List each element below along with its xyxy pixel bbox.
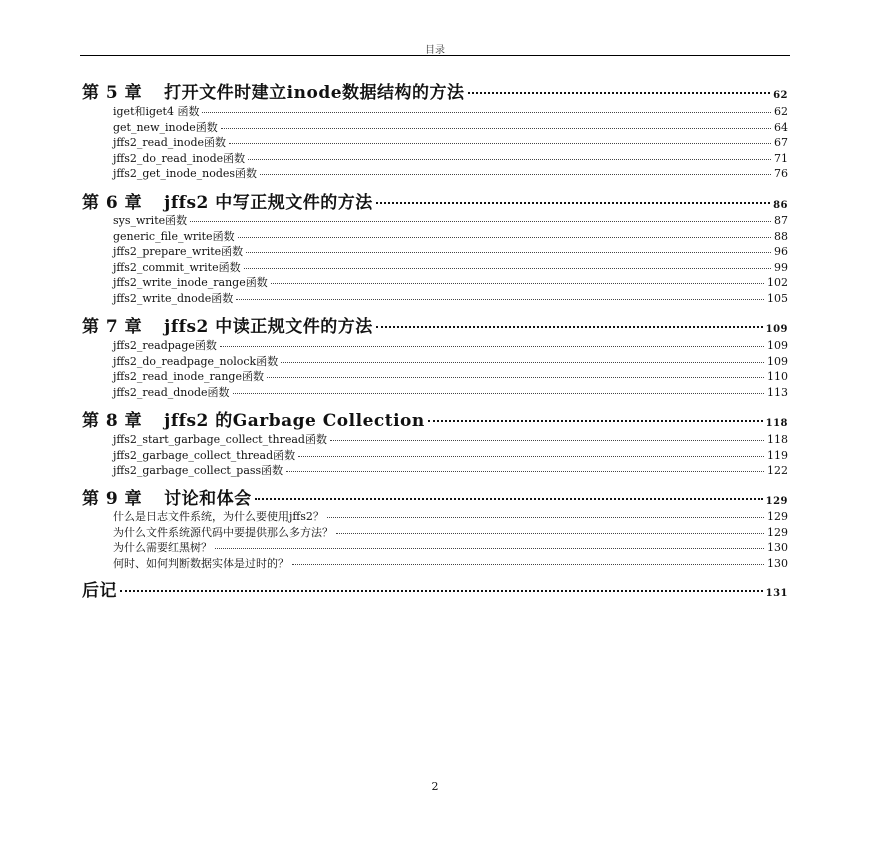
toc-entry[interactable] — [113, 134, 788, 148]
toc-entry[interactable] — [113, 243, 788, 257]
page-header-title: 目录 — [425, 45, 445, 56]
dot-leader — [376, 326, 763, 328]
toc-entry[interactable] — [113, 165, 788, 179]
toc-entry[interactable] — [113, 150, 788, 164]
page-ref: 119 — [767, 448, 788, 462]
toc-entry[interactable] — [113, 259, 788, 273]
page-ref: 122 — [767, 464, 788, 477]
dot-leader — [327, 517, 764, 518]
toc-entry[interactable] — [113, 337, 788, 351]
dot-leader — [233, 393, 764, 394]
page-ref: 131 — [765, 588, 788, 599]
toc-afterword[interactable] — [82, 576, 788, 601]
dot-leader — [248, 159, 771, 160]
entry-title: jffs2_do_read_inode函数 — [113, 151, 246, 165]
page-ref: 113 — [767, 385, 788, 399]
toc-entry[interactable] — [113, 462, 788, 476]
page-ref: 129 — [767, 510, 788, 523]
page-number: 2 — [431, 780, 439, 793]
entry-title: get_new_inode函数 — [113, 120, 218, 134]
entry-title: jffs2_start_garbage_collect_thread函数 — [113, 433, 327, 446]
dot-leader — [120, 590, 763, 592]
dot-leader — [221, 128, 771, 129]
page-ref: 64 — [774, 120, 788, 134]
page-ref: 102 — [767, 276, 788, 289]
dot-leader — [292, 564, 764, 565]
dot-leader — [255, 498, 763, 500]
entry-title: jffs2_readpage函数 — [113, 339, 217, 352]
toc-entry[interactable] — [113, 228, 788, 242]
dot-leader — [298, 456, 764, 457]
entry-title: jffs2_prepare_write函数 — [113, 245, 244, 258]
entry-title: 为什么文件系统源代码中要提供那么多方法？ — [113, 525, 333, 539]
toc-entry[interactable] — [113, 353, 788, 367]
toc-entry[interactable] — [113, 431, 788, 445]
toc-chapter-9[interactable] — [82, 484, 788, 509]
dot-leader — [246, 252, 771, 253]
page-ref: 109 — [765, 324, 788, 335]
toc-entry[interactable] — [113, 555, 788, 569]
entry-title: jffs2_write_inode_range函数 — [113, 276, 268, 289]
toc-chapter-6[interactable] — [82, 188, 788, 213]
chapter-title: jffs2 的Garbage Collection — [164, 411, 425, 431]
toc-chapter-7[interactable] — [82, 312, 788, 337]
dot-leader — [260, 174, 771, 175]
entry-title: 什么是日志文件系统，为什么要使用jffs2？ — [113, 510, 324, 523]
dot-leader — [330, 440, 764, 441]
page-ref: 118 — [767, 433, 788, 446]
page-ref: 129 — [767, 525, 788, 539]
toc-chapter-8[interactable] — [82, 406, 788, 431]
entry-title: jffs2_read_dnode函数 — [113, 385, 230, 399]
chapter-heading — [82, 78, 465, 103]
entry-title: iget和iget4 函数 — [113, 105, 200, 118]
entry-title: jffs2_do_readpage_nolock函数 — [113, 354, 279, 368]
chapter-title: jffs2 中读正规文件的方法 — [164, 317, 373, 337]
entry-title: sys_write函数 — [113, 214, 188, 227]
toc-entry[interactable] — [113, 447, 788, 461]
toc-chapter-5[interactable] — [82, 78, 788, 103]
dot-leader — [220, 346, 764, 347]
page-ref: 67 — [774, 136, 788, 149]
dot-leader — [202, 112, 771, 113]
toc-entry[interactable] — [113, 103, 788, 117]
dot-leader — [267, 377, 764, 378]
toc-entry[interactable] — [113, 384, 788, 398]
dot-leader — [468, 92, 771, 94]
toc-entry[interactable] — [113, 368, 788, 382]
page-ref: 99 — [774, 260, 788, 274]
entry-title: jffs2_get_inode_nodes函数 — [113, 167, 258, 180]
page-ref: 130 — [767, 556, 788, 570]
dot-leader — [286, 471, 764, 472]
entry-title: jffs2_garbage_collect_pass函数 — [113, 464, 284, 477]
toc-entry[interactable] — [113, 539, 788, 553]
page-ref: 109 — [767, 354, 788, 368]
dot-leader — [428, 420, 763, 422]
chapter-heading — [82, 406, 425, 431]
entry-title: jffs2_write_dnode函数 — [113, 291, 234, 305]
toc-entry[interactable] — [113, 508, 788, 522]
toc-entry[interactable] — [113, 290, 788, 304]
page-ref: 87 — [774, 214, 788, 227]
chapter-heading — [82, 312, 373, 337]
page-ref: 88 — [774, 229, 788, 243]
entry-title: jffs2_garbage_collect_thread函数 — [113, 448, 296, 462]
chapter-title: 讨论和体会 — [164, 489, 252, 509]
dot-leader — [215, 548, 764, 549]
chapter-number: 第 7 章 — [82, 317, 143, 337]
entry-title: 何时、如何判断数据实体是过时的？ — [113, 556, 289, 570]
page-ref: 130 — [767, 541, 788, 554]
chapter-number: 第 6 章 — [82, 193, 143, 213]
page-ref: 129 — [765, 496, 788, 507]
page-ref: 109 — [767, 339, 788, 352]
page-ref: 96 — [774, 245, 788, 258]
entry-title: jffs2_read_inode_range函数 — [113, 370, 264, 383]
afterword-title: 后记 — [82, 581, 117, 601]
dot-leader — [238, 237, 771, 238]
dot-leader — [271, 283, 764, 284]
chapter-number: 第 9 章 — [82, 489, 143, 509]
chapter-title: jffs2 中写正规文件的方法 — [164, 193, 373, 213]
entry-title: 为什么需要红黑树？ — [113, 541, 212, 554]
dot-leader — [336, 533, 764, 534]
toc-entry[interactable] — [113, 119, 788, 133]
page-ref: 110 — [767, 370, 788, 383]
chapter-number: 第 5 章 — [82, 83, 143, 103]
chapter-heading — [82, 188, 373, 213]
toc-entry[interactable] — [113, 212, 788, 226]
page-ref: 118 — [765, 418, 788, 429]
entry-title: jffs2_commit_write函数 — [113, 260, 241, 274]
toc-entry[interactable] — [113, 524, 788, 538]
dot-leader — [244, 268, 771, 269]
page-ref: 62 — [774, 105, 788, 118]
dot-leader — [236, 299, 764, 300]
page-ref: 71 — [774, 151, 788, 165]
page-ref: 86 — [773, 200, 788, 211]
dot-leader — [229, 143, 771, 144]
dot-leader — [281, 362, 764, 363]
entry-title: generic_file_write函数 — [113, 229, 235, 243]
chapter-number: 第 8 章 — [82, 411, 143, 431]
dot-leader — [376, 202, 770, 204]
toc-entry[interactable] — [113, 274, 788, 288]
page-ref: 105 — [767, 291, 788, 305]
chapter-heading — [82, 484, 252, 509]
dot-leader — [190, 221, 771, 222]
page-ref: 76 — [774, 167, 788, 180]
chapter-title: 打开文件时建立inode数据结构的方法 — [164, 83, 465, 103]
page-ref: 62 — [773, 90, 788, 101]
entry-title: jffs2_read_inode函数 — [113, 136, 227, 149]
